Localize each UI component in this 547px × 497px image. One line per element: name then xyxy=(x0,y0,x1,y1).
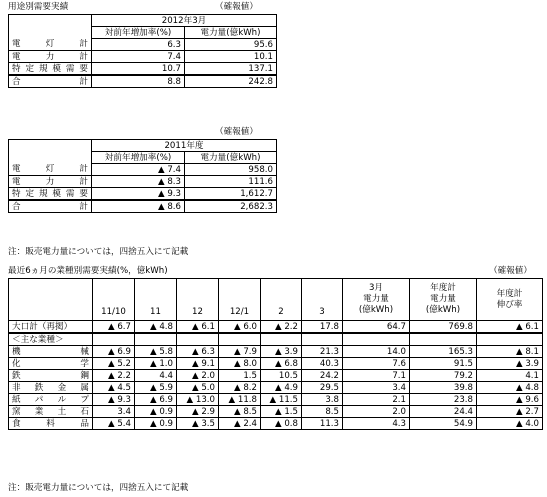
rate-cell: 10.7 xyxy=(92,63,185,76)
col-header: 年度計 電力量 (億kWh) xyxy=(410,279,477,321)
table-row xyxy=(9,164,277,176)
col-header: 11 xyxy=(135,279,177,321)
table-row: 非 鉄 金 属 ▲ 4.5 ▲ 5.9 ▲ 5.0 ▲ 8.2 ▲ 4.9 29.5 3.4 39.8 ▲ 4.8 xyxy=(9,382,543,394)
table-row xyxy=(9,63,277,76)
rate-cell: ▲ 9.3 xyxy=(92,188,185,201)
row-label: 窯 業 土 石 xyxy=(12,406,89,417)
table-row xyxy=(9,51,277,63)
row-label: 電 力 計 xyxy=(12,176,88,187)
rate-cell: 6.3 xyxy=(92,39,185,51)
table-row xyxy=(9,39,277,51)
col-header: 3月 電力量 (億kWh) xyxy=(343,279,410,321)
col-header: 12 xyxy=(177,279,219,321)
amount-cell: 137.1 xyxy=(185,63,277,76)
table-row xyxy=(9,188,277,201)
amount-cell: 111.6 xyxy=(185,176,277,188)
table1-period: 2012年3月 xyxy=(92,15,277,27)
table-row: 紙 パ ル プ ▲ 9.3 ▲ 6.9 ▲ 13.0 ▲ 11.8 ▲ 11.5 3.8 2.1 23.8 ▲ 9.6 xyxy=(9,394,543,406)
rate-cell: ▲ 7.4 xyxy=(92,164,185,176)
table2-note: （確報値） xyxy=(215,127,258,137)
col-header: 2 xyxy=(261,279,302,321)
rate-cell: 7.4 xyxy=(92,51,185,63)
row-label: 紙 パ ル プ xyxy=(12,394,89,405)
table1-title: 用途別需要実績 xyxy=(8,2,69,12)
table2-period: 2011年度 xyxy=(92,140,277,152)
table-row: 鉄 鋼 ▲ 2.2 4.4 ▲ 2.0 1.5 10.5 24.2 7.1 79.2 4.1 xyxy=(9,370,543,382)
table-row-total: 大口計（再掲） ▲ 6.7 ▲ 4.8 ▲ 6.1 ▲ 6.0 ▲ 2.2 17.8 64.7 769.8 ▲ 6.1 xyxy=(9,321,543,334)
table1-note: （確報値） xyxy=(215,2,258,12)
table-row: 化 学 ▲ 5.2 ▲ 1.0 ▲ 9.1 ▲ 8.0 ▲ 6.8 40.3 7.6 91.5 ▲ 3.9 xyxy=(9,358,543,370)
row-label: 鉄 鋼 xyxy=(12,370,89,381)
header-row xyxy=(9,279,543,321)
table2-col-rate: 対前年増加率(%) xyxy=(92,152,185,164)
table2-col-amount: 電力量(億kWh) xyxy=(185,152,277,164)
table-row: 窯 業 土 石 3.4 ▲ 0.9 ▲ 2.9 ▲ 8.5 ▲ 1.5 8.5 2.0 24.4 ▲ 2.7 xyxy=(9,406,543,418)
row-label: 機 械 xyxy=(12,346,89,357)
table-row xyxy=(9,200,277,213)
table-row: 機 械 ▲ 6.9 ▲ 5.8 ▲ 6.3 ▲ 7.9 ▲ 3.9 21.3 14.0 165.3 ▲ 8.1 xyxy=(9,346,543,358)
section-label: ＜主な業種＞ xyxy=(9,333,93,346)
row-label: 電 力 計 xyxy=(12,51,88,62)
row-label: 特 定 規 模 需 要 xyxy=(12,63,88,74)
table-row: 食 料 品 ▲ 5.4 ▲ 0.9 ▲ 3.5 ▲ 2.4 ▲ 0.8 11.3 4.3 54.9 ▲ 4.0 xyxy=(9,418,543,430)
col-header: 12/1 xyxy=(219,279,261,321)
row-label: 合 計 xyxy=(12,201,88,212)
amount-cell: 10.1 xyxy=(185,51,277,63)
col-header: 11/10 xyxy=(93,279,135,321)
table1-col-rate: 対前年増加率(%) xyxy=(92,27,185,39)
row-label: 食 料 品 xyxy=(12,418,89,429)
table1-col-amount: 電力量(億kWh) xyxy=(185,27,277,39)
row-label: 大口計（再掲） xyxy=(9,321,93,334)
table2-footnote: 注：販売電力量については，四捨五入にて記載 xyxy=(8,247,189,257)
table-row xyxy=(9,176,277,188)
table3-footnote: 注：販売電力量については，四捨五入にて記載 xyxy=(8,483,189,493)
rate-cell: ▲ 8.6 xyxy=(92,200,185,213)
amount-cell: 1,612.7 xyxy=(185,188,277,201)
section-row xyxy=(9,333,543,346)
table3 xyxy=(8,278,543,430)
table3-note: （確報値） xyxy=(489,266,532,276)
row-label: 非 鉄 金 属 xyxy=(12,382,89,393)
amount-cell: 2,682.3 xyxy=(185,200,277,213)
amount-cell: 95.6 xyxy=(185,39,277,51)
col-header: 3 xyxy=(302,279,343,321)
row-label: 電 灯 計 xyxy=(12,164,88,175)
table1 xyxy=(8,14,277,88)
col-header: 年度計 伸び率 xyxy=(477,279,543,321)
row-label: 特 定 規 模 需 要 xyxy=(12,188,88,199)
rate-cell: ▲ 8.3 xyxy=(92,176,185,188)
amount-cell: 958.0 xyxy=(185,164,277,176)
table2 xyxy=(8,139,277,213)
amount-cell: 242.8 xyxy=(185,75,277,88)
row-label: 電 灯 計 xyxy=(12,39,88,50)
table3-title: 最近6ヵ月の業種別需要実績(%，億kWh) xyxy=(8,266,168,276)
row-label: 化 学 xyxy=(12,358,89,369)
row-label: 合 計 xyxy=(12,76,88,87)
table-row xyxy=(9,75,277,88)
rate-cell: 8.8 xyxy=(92,75,185,88)
